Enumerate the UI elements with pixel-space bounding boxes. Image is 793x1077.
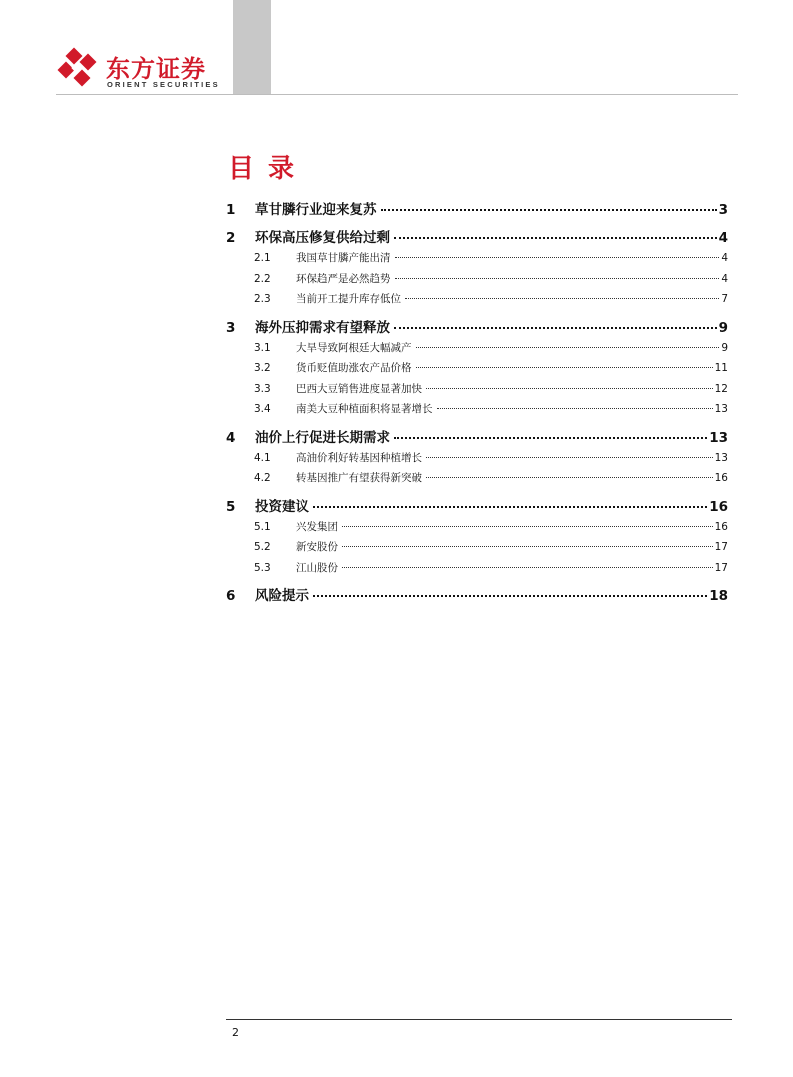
toc-entry-page: 4 bbox=[718, 230, 728, 246]
toc-subentry-number: 3.3 bbox=[254, 382, 271, 395]
toc-heading: 目录 bbox=[228, 154, 309, 184]
toc-subentry-number: 3.1 bbox=[254, 341, 271, 354]
toc-subentry-number: 4.1 bbox=[254, 451, 271, 464]
toc-subentry-title: 兴发集团 bbox=[296, 520, 338, 533]
toc-entry[interactable] bbox=[226, 228, 728, 248]
toc-subentry-page: 11 bbox=[714, 362, 728, 374]
toc-subentry-page: 9 bbox=[721, 341, 728, 354]
toc-subentry-page: 7 bbox=[721, 293, 728, 305]
toc-dot-leader bbox=[395, 257, 720, 258]
company-logo bbox=[56, 47, 220, 93]
toc-entry-number: 3 bbox=[226, 319, 236, 336]
toc-dot-leader bbox=[313, 595, 707, 597]
toc-entry-title: 海外压抑需求有望释放 bbox=[255, 319, 390, 336]
toc-subentry-number: 5.1 bbox=[254, 520, 271, 533]
toc-subentry-title: 大旱导致阿根廷大幅减产 bbox=[296, 341, 412, 354]
toc-subentry-title: 高油价利好转基因种植增长 bbox=[296, 451, 422, 464]
toc-dot-leader bbox=[342, 526, 713, 527]
toc-subentry[interactable] bbox=[226, 399, 728, 420]
toc-dot-leader bbox=[416, 367, 713, 368]
header-divider bbox=[56, 94, 738, 95]
toc-subentry-number: 3.4 bbox=[254, 403, 271, 415]
toc-entry-number: 4 bbox=[226, 429, 236, 446]
toc-dot-leader bbox=[437, 408, 713, 409]
toc-subentry[interactable] bbox=[226, 248, 728, 269]
toc-subentry[interactable] bbox=[226, 558, 728, 579]
toc-dot-leader bbox=[394, 327, 717, 329]
toc-dot-leader bbox=[313, 506, 707, 508]
toc-subentry-page: 17 bbox=[714, 561, 728, 574]
toc-dot-leader bbox=[342, 567, 713, 568]
toc-dot-leader bbox=[394, 437, 707, 439]
toc-entry[interactable] bbox=[226, 497, 728, 517]
toc-entry-number: 1 bbox=[226, 202, 236, 218]
toc-dot-leader bbox=[405, 298, 719, 299]
toc-entry[interactable] bbox=[226, 586, 728, 606]
toc-subentry[interactable] bbox=[226, 517, 728, 538]
toc-subentry-number: 5.3 bbox=[254, 561, 271, 574]
toc-subentry-page: 12 bbox=[714, 382, 728, 395]
toc-subentry[interactable] bbox=[226, 358, 728, 379]
toc-subentry[interactable] bbox=[226, 269, 728, 290]
toc-entry-page: 9 bbox=[718, 319, 728, 336]
toc-subentry-title: 我国草甘膦产能出清 bbox=[296, 252, 391, 264]
toc-dot-leader bbox=[426, 477, 713, 478]
toc-subentry-title: 巴西大豆销售进度显著加快 bbox=[296, 382, 422, 395]
toc-dot-leader bbox=[395, 278, 720, 279]
toc-subentry-title: 南美大豆种植面积将显著增长 bbox=[296, 403, 433, 415]
toc-subentry-number: 4.2 bbox=[254, 472, 271, 484]
toc-entry-page: 3 bbox=[718, 202, 728, 218]
toc-entry[interactable] bbox=[226, 200, 728, 220]
toc-subentry[interactable] bbox=[226, 448, 728, 469]
toc-dot-leader bbox=[394, 237, 717, 239]
toc-entry[interactable] bbox=[226, 318, 728, 338]
toc-subentry[interactable] bbox=[226, 289, 728, 310]
footer-divider bbox=[226, 1019, 732, 1020]
toc-subentry-number: 2.3 bbox=[254, 293, 271, 305]
toc-entry-title: 风险提示 bbox=[255, 588, 309, 604]
toc-entry[interactable] bbox=[226, 428, 728, 448]
toc-entry-title: 草甘膦行业迎来复苏 bbox=[255, 202, 377, 218]
toc-subentry-page: 4 bbox=[721, 252, 728, 264]
toc-subentry[interactable] bbox=[226, 537, 728, 558]
header-gray-block bbox=[233, 0, 271, 94]
toc-subentry-page: 4 bbox=[721, 272, 728, 285]
toc-subentry[interactable] bbox=[226, 338, 728, 359]
toc-subentry-number: 5.2 bbox=[254, 541, 271, 553]
toc-subentry-page: 13 bbox=[714, 403, 728, 415]
toc-subentry-title: 江山股份 bbox=[296, 561, 338, 574]
toc-subentry-title: 当前开工提升库存低位 bbox=[296, 293, 401, 305]
toc-entry-number: 2 bbox=[226, 230, 236, 246]
toc-entry-page: 16 bbox=[709, 498, 728, 515]
toc-subentry-title: 货币贬值助涨农产品价格 bbox=[296, 362, 412, 374]
toc-entry-title: 投资建议 bbox=[255, 498, 309, 515]
toc-subentry-number: 2.2 bbox=[254, 272, 271, 285]
toc-subentry[interactable] bbox=[226, 468, 728, 489]
toc-subentry-number: 2.1 bbox=[254, 252, 271, 264]
toc-subentry-page: 16 bbox=[714, 520, 728, 533]
toc-dot-leader bbox=[426, 388, 713, 389]
page-number: 2 bbox=[232, 1026, 239, 1039]
logo-english-text: ORIENT SECURITIES bbox=[107, 80, 220, 89]
toc-subentry-title: 环保趋严是必然趋势 bbox=[296, 272, 391, 285]
toc-subentry-page: 13 bbox=[714, 451, 728, 464]
toc-entry-title: 环保高压修复供给过剩 bbox=[255, 230, 390, 246]
toc-dot-leader bbox=[426, 457, 713, 458]
orient-logo-icon bbox=[56, 47, 100, 91]
toc-dot-leader bbox=[416, 347, 720, 348]
toc-subentry-title: 转基因推广有望获得新突破 bbox=[296, 472, 422, 484]
toc-dot-leader bbox=[342, 546, 713, 547]
toc-entry-number: 5 bbox=[226, 498, 236, 515]
toc-entry-number: 6 bbox=[226, 588, 236, 604]
toc-subentry-page: 16 bbox=[714, 472, 728, 484]
toc-dot-leader bbox=[381, 209, 717, 211]
toc-subentry[interactable] bbox=[226, 379, 728, 400]
toc-entry-title: 油价上行促进长期需求 bbox=[255, 429, 390, 446]
toc-subentry-page: 17 bbox=[714, 541, 728, 553]
toc-entry-page: 13 bbox=[709, 429, 728, 446]
toc-entry-page: 18 bbox=[709, 588, 728, 604]
toc-subentry-number: 3.2 bbox=[254, 362, 271, 374]
logo-chinese-text: 东方证券 bbox=[106, 55, 206, 83]
table-of-contents bbox=[226, 200, 728, 614]
toc-subentry-title: 新安股份 bbox=[296, 541, 338, 553]
